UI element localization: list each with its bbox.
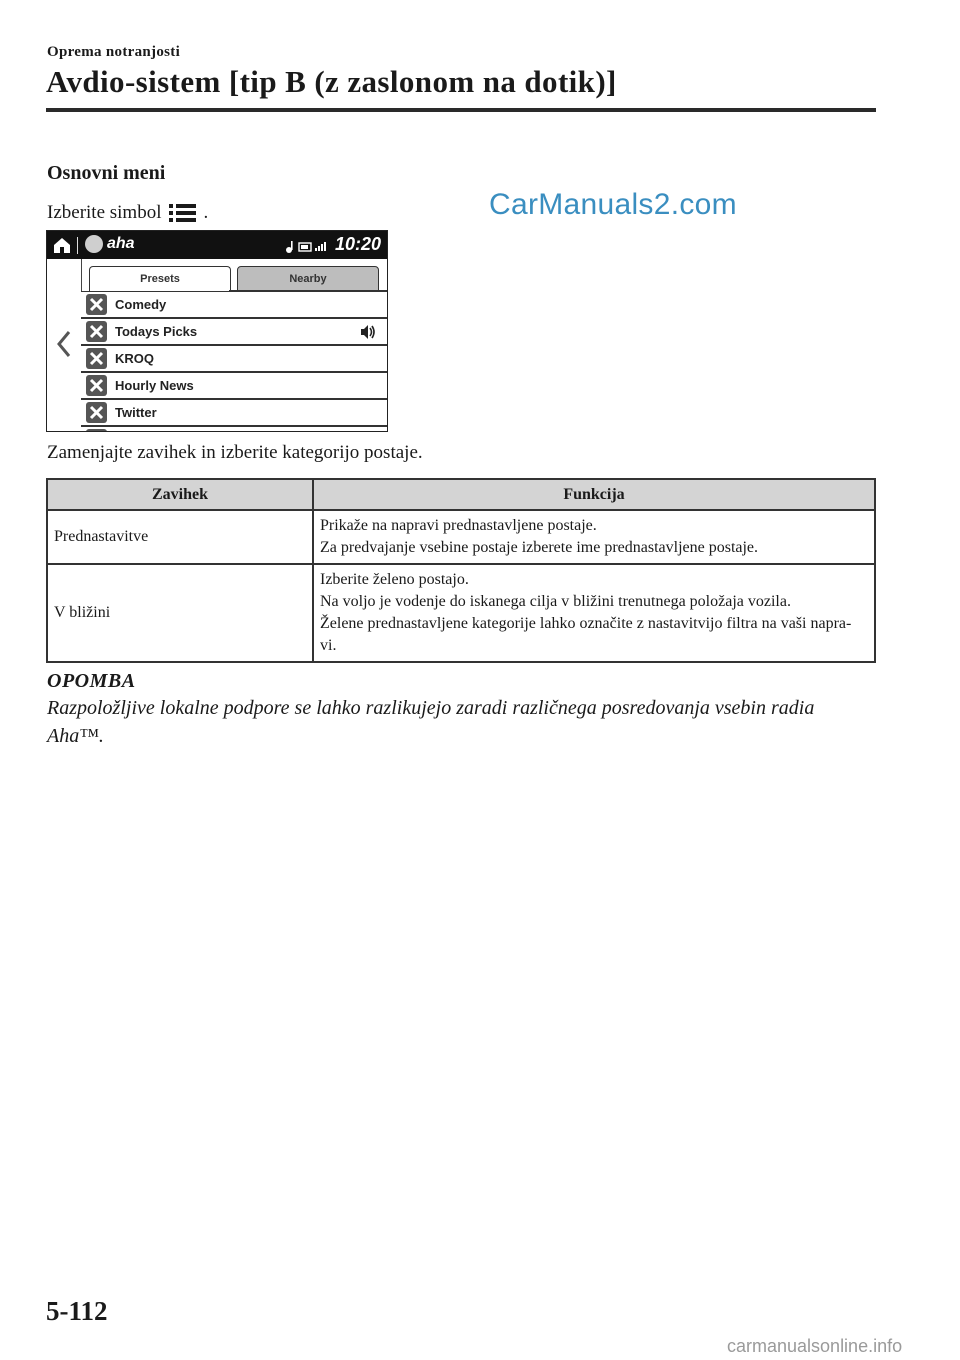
list-icon — [168, 203, 198, 223]
list-item[interactable] — [81, 346, 387, 373]
table-cell-function — [313, 510, 875, 564]
list-item[interactable] — [81, 373, 387, 400]
preset-list — [81, 291, 387, 432]
list-item-label: KROQ — [115, 351, 154, 366]
tab-nearby[interactable]: Nearby — [237, 266, 379, 292]
aha-app-icon — [85, 235, 103, 253]
title-rule — [46, 108, 876, 112]
table-cell-function — [313, 564, 875, 662]
back-button[interactable] — [47, 259, 82, 431]
page-number: 5-112 — [46, 1296, 108, 1326]
battery-icon — [299, 243, 311, 251]
watermark-top: CarManuals2.com — [489, 188, 737, 221]
chevron-left-icon — [55, 329, 73, 359]
music-note-icon — [286, 241, 293, 253]
function-line: Za predvajanje vsebine postaje izberete ime prednastavljene postaje. — [320, 539, 759, 556]
function-line: Na voljo je vodenje do iskanega cilja v bližini trenutnega položaja vozila. — [320, 593, 791, 610]
function-line: vi. — [320, 637, 337, 654]
tab-presets[interactable]: Presets — [89, 266, 231, 291]
table-header-function: Funkcija — [313, 479, 875, 510]
list-item-label: Todays Picks — [115, 324, 198, 339]
signal-icon — [315, 242, 326, 251]
instruction-suffix: . — [203, 202, 209, 223]
section-label: Oprema notranjosti — [47, 44, 181, 60]
screen-caption: Zamenjajte zavihek in izberite kategorijo postaje. — [47, 442, 423, 463]
delete-icon[interactable] — [86, 402, 107, 423]
watermark-bottom: carmanualsonline.info — [727, 1336, 903, 1356]
home-icon[interactable] — [52, 235, 72, 255]
list-item[interactable] — [81, 291, 387, 319]
status-bar — [47, 231, 387, 259]
function-line: Želene prednastavljene kategorije lahko označite z nastavitvijo filtra na vaši napra- — [320, 615, 852, 632]
note-text: Razpoložljive lokalne podpore se lahko razlikujejo zaradi različnega posredovanja vsebin radia Aha™. — [47, 697, 815, 747]
list-item-label: Hourly News — [115, 378, 194, 393]
function-table — [46, 478, 876, 663]
table-cell-tab: Prednastavitve — [47, 510, 313, 564]
table-row — [47, 510, 875, 564]
speaker-icon — [359, 323, 377, 341]
list-item[interactable] — [81, 400, 387, 427]
delete-icon[interactable] — [86, 348, 107, 369]
function-line: Izberite želeno postajo. — [320, 571, 469, 588]
aha-screen — [46, 230, 388, 432]
list-item[interactable] — [81, 427, 387, 432]
instruction — [47, 202, 208, 224]
status-separator — [77, 237, 78, 254]
clock: 10:20 — [335, 234, 382, 254]
table-cell-tab: V bližini — [47, 564, 313, 662]
note-title: OPOMBA — [47, 670, 136, 692]
delete-icon[interactable] — [86, 321, 107, 342]
list-item-label: Twitter — [115, 405, 157, 420]
instruction-text: Izberite simbol — [47, 202, 162, 223]
table-row — [47, 564, 875, 662]
subheading: Osnovni meni — [47, 162, 166, 184]
app-name: aha — [107, 235, 135, 252]
page-title: Avdio-sistem [tip B (z zaslonom na dotik)] — [46, 64, 617, 99]
list-item[interactable] — [81, 319, 387, 346]
table-header-tab: Zavihek — [47, 479, 313, 510]
function-line: Prikaže na napravi prednastavljene postaje. — [320, 517, 597, 534]
delete-icon[interactable] — [86, 429, 107, 432]
delete-icon[interactable] — [86, 375, 107, 396]
list-item-label: Comedy — [115, 297, 167, 312]
delete-icon[interactable] — [86, 294, 107, 315]
